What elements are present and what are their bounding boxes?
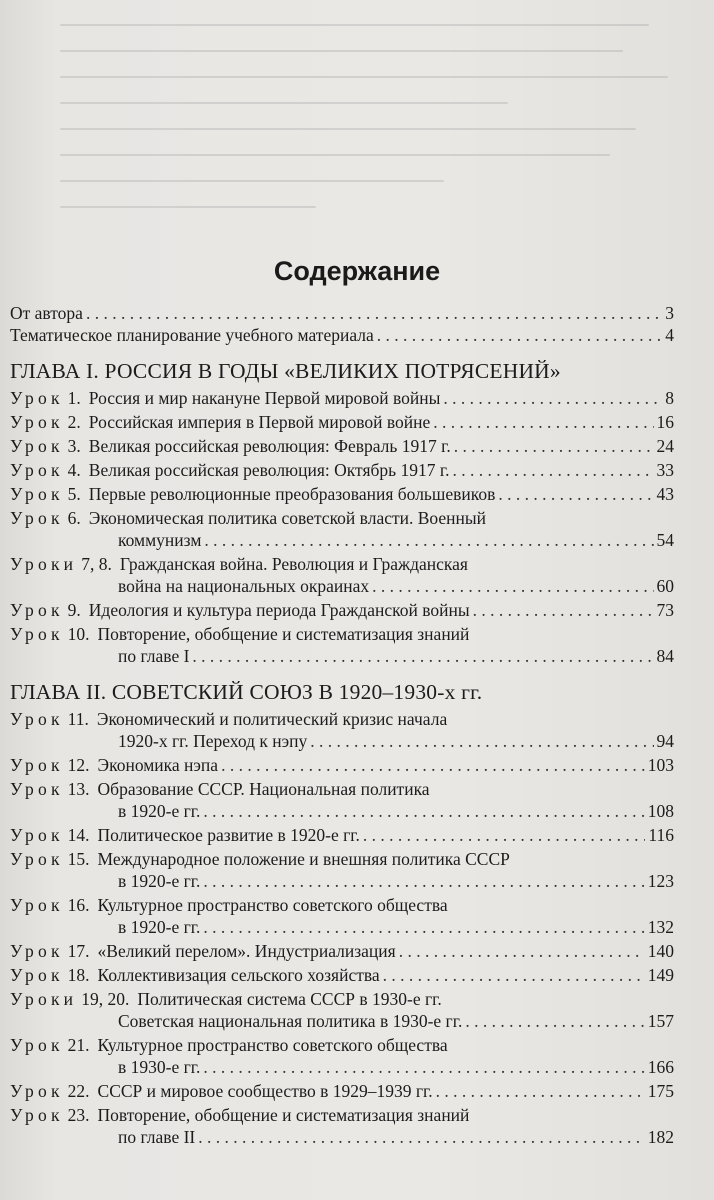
table-of-contents bbox=[10, 302, 674, 1150]
lesson-title: Культурное пространство советского общества bbox=[97, 1035, 448, 1055]
lesson-title: Экономика нэпа bbox=[97, 755, 219, 775]
lesson-title: Культурное пространство советского общества bbox=[97, 895, 448, 915]
front-matter-entry bbox=[10, 302, 674, 324]
lesson-number: 15. bbox=[67, 849, 90, 869]
dot-leader bbox=[203, 800, 644, 822]
page-title: Содержание bbox=[273, 256, 441, 286]
page-number: 116 bbox=[648, 825, 674, 845]
page-number: 94 bbox=[656, 731, 674, 751]
lesson-row bbox=[118, 575, 674, 597]
page-number: 123 bbox=[647, 871, 674, 891]
dot-leader bbox=[192, 645, 653, 667]
page-number: 132 bbox=[647, 917, 674, 937]
lesson-number: 18. bbox=[67, 965, 90, 985]
dot-leader bbox=[372, 575, 653, 597]
lesson-row bbox=[10, 964, 674, 986]
lesson-row bbox=[10, 940, 674, 962]
lesson-row bbox=[118, 645, 674, 667]
lesson-title: Образование СССР. Национальная политика bbox=[97, 779, 430, 799]
chapter-heading: ГЛАВА I. РОССИЯ В ГОДЫ «ВЕЛИКИХ ПОТРЯСЕНИЙ» bbox=[10, 359, 561, 383]
lesson-number: 11. bbox=[67, 709, 89, 729]
lesson-entry bbox=[10, 824, 674, 846]
lesson-continuation bbox=[10, 1126, 674, 1148]
lesson-prefix: Урок bbox=[10, 849, 64, 869]
lesson-continuation bbox=[10, 870, 674, 892]
lesson-prefix: Урок bbox=[10, 388, 64, 408]
lesson-prefix: Урок bbox=[10, 941, 64, 961]
lesson-prefix: Урок bbox=[10, 709, 64, 729]
lesson-prefix: Урок bbox=[10, 755, 64, 775]
lesson-prefix: Урок bbox=[10, 412, 64, 432]
dot-leader bbox=[498, 483, 653, 505]
lesson-number: 17. bbox=[67, 941, 90, 961]
lesson-entry bbox=[10, 754, 674, 776]
lesson-title: Великая российская революция: Октябрь 1917 г. bbox=[88, 460, 450, 480]
lesson-prefix: Уроки bbox=[10, 989, 78, 1009]
page-number: 140 bbox=[647, 941, 674, 961]
lesson-number: 12. bbox=[67, 755, 90, 775]
lesson-prefix: Урок bbox=[10, 508, 64, 528]
lesson-prefix: Урок bbox=[10, 825, 64, 845]
lesson-row bbox=[118, 1126, 674, 1148]
entry-title: 1920-х гг. Переход к нэпу bbox=[118, 731, 308, 751]
lesson-number: 19, 20. bbox=[81, 989, 130, 1009]
entry-title: От автора bbox=[10, 303, 83, 323]
lesson-first-line bbox=[10, 507, 674, 529]
dot-leader bbox=[465, 1010, 644, 1032]
lesson-number: 14. bbox=[67, 825, 90, 845]
lesson-number: 1. bbox=[67, 388, 81, 408]
lesson-prefix: Урок bbox=[10, 600, 64, 620]
lesson-number: 5. bbox=[67, 484, 81, 504]
entry-title: в 1930-е гг. bbox=[118, 1057, 201, 1077]
lesson-title: «Великий перелом». Индустриализация bbox=[97, 941, 396, 961]
entry-title: война на национальных окраинах bbox=[118, 576, 370, 596]
lesson-number: 22. bbox=[67, 1081, 90, 1101]
lesson-entry bbox=[10, 553, 674, 597]
lesson-prefix: Уроки bbox=[10, 554, 78, 574]
dot-leader bbox=[399, 940, 645, 962]
lesson-entry bbox=[10, 964, 674, 986]
lesson-prefix: Урок bbox=[10, 965, 64, 985]
dot-leader bbox=[473, 599, 654, 621]
lesson-prefix: Урок bbox=[10, 460, 64, 480]
page-number: 43 bbox=[656, 484, 674, 504]
entry-title: по главе I bbox=[118, 646, 190, 666]
lesson-row bbox=[118, 529, 674, 551]
page-number: 73 bbox=[656, 600, 674, 620]
chapter-heading: ГЛАВА II. СОВЕТСКИЙ СОЮЗ В 1920–1930-х гг. bbox=[10, 680, 483, 704]
page-number: 8 bbox=[665, 388, 674, 408]
lesson-title: Политическая система СССР в 1930-е гг. bbox=[137, 989, 442, 1009]
lesson-number: 21. bbox=[67, 1035, 90, 1055]
page-number: 166 bbox=[647, 1057, 674, 1077]
lesson-entry bbox=[10, 894, 674, 938]
dot-leader bbox=[86, 302, 662, 324]
lesson-row bbox=[10, 599, 674, 621]
lesson-row bbox=[118, 730, 674, 752]
lesson-continuation bbox=[10, 1010, 674, 1032]
dot-leader bbox=[377, 324, 662, 346]
lesson-number: 13. bbox=[67, 779, 90, 799]
lesson-prefix: Урок bbox=[10, 436, 64, 456]
lesson-first-line bbox=[10, 1034, 674, 1056]
lesson-entry bbox=[10, 1104, 674, 1148]
dot-leader bbox=[203, 870, 644, 892]
lesson-entry bbox=[10, 1080, 674, 1102]
dot-leader bbox=[198, 1126, 645, 1148]
lesson-entry bbox=[10, 599, 674, 621]
entry-title: в 1920-е гг. bbox=[118, 917, 201, 937]
lesson-title: Коллективизация сельского хозяйства bbox=[97, 965, 380, 985]
lesson-row bbox=[10, 1080, 674, 1102]
lesson-prefix: Урок bbox=[10, 779, 64, 799]
lesson-continuation bbox=[10, 529, 674, 551]
lesson-entry bbox=[10, 435, 674, 457]
page-number: 60 bbox=[656, 576, 674, 596]
lesson-number: 9. bbox=[67, 600, 81, 620]
lesson-title: Международное положение и внешняя политика СССР bbox=[97, 849, 510, 869]
lesson-prefix: Урок bbox=[10, 1081, 64, 1101]
lesson-entry bbox=[10, 778, 674, 822]
lesson-number: 7, 8. bbox=[81, 554, 112, 574]
lesson-number: 3. bbox=[67, 436, 81, 456]
lesson-continuation bbox=[10, 575, 674, 597]
lesson-first-line bbox=[10, 778, 674, 800]
entry-title: в 1920-е гг. bbox=[118, 801, 201, 821]
lesson-title: Россия и мир накануне Первой мировой войны bbox=[88, 388, 441, 408]
lesson-first-line bbox=[10, 623, 674, 645]
lesson-row bbox=[10, 483, 674, 505]
lesson-title: Первые революционные преобразования большевиков bbox=[88, 484, 496, 504]
lesson-entry bbox=[10, 708, 674, 752]
lesson-entry bbox=[10, 1034, 674, 1078]
lesson-row bbox=[10, 435, 674, 457]
entry-title: по главе II bbox=[118, 1127, 196, 1147]
entry-title: Советская национальная политика в 1930-е гг. bbox=[118, 1011, 463, 1031]
page-number: 175 bbox=[647, 1081, 674, 1101]
lesson-row bbox=[10, 459, 674, 481]
lesson-number: 10. bbox=[67, 624, 90, 644]
lesson-row bbox=[118, 1056, 674, 1078]
page-number: 16 bbox=[656, 412, 674, 432]
lesson-continuation bbox=[10, 800, 674, 822]
lesson-title: Повторение, обобщение и систематизация знаний bbox=[97, 624, 470, 644]
lesson-number: 2. bbox=[67, 412, 81, 432]
lesson-row bbox=[10, 411, 674, 433]
lesson-first-line bbox=[10, 894, 674, 916]
lesson-continuation bbox=[10, 645, 674, 667]
page-number: 33 bbox=[656, 460, 674, 480]
lesson-title: Идеология и культура периода Гражданской войны bbox=[88, 600, 470, 620]
lesson-row bbox=[118, 1010, 674, 1032]
lesson-prefix: Урок bbox=[10, 624, 64, 644]
lesson-entry bbox=[10, 507, 674, 551]
lesson-title: Экономическая политика советской власти. Военный bbox=[88, 508, 486, 528]
lesson-number: 4. bbox=[67, 460, 81, 480]
lesson-prefix: Урок bbox=[10, 1105, 64, 1125]
lesson-entry bbox=[10, 848, 674, 892]
lesson-first-line bbox=[10, 848, 674, 870]
entry-title: в 1920-е гг. bbox=[118, 871, 201, 891]
page-number: 84 bbox=[656, 646, 674, 666]
lesson-number: 6. bbox=[67, 508, 81, 528]
lesson-row bbox=[118, 870, 674, 892]
dot-leader bbox=[203, 1056, 644, 1078]
dot-leader bbox=[433, 411, 653, 433]
page-number: 3 bbox=[665, 303, 674, 323]
dot-leader bbox=[310, 730, 653, 752]
lesson-prefix: Урок bbox=[10, 895, 64, 915]
lesson-prefix: Урок bbox=[10, 484, 64, 504]
lesson-first-line bbox=[10, 708, 674, 730]
page-number: 108 bbox=[647, 801, 674, 821]
lesson-first-line bbox=[10, 553, 674, 575]
lesson-title: СССР и мировое сообщество в 1929–1939 гг. bbox=[97, 1081, 433, 1101]
lesson-row bbox=[118, 800, 674, 822]
dot-leader bbox=[453, 459, 654, 481]
dot-leader bbox=[204, 529, 653, 551]
dot-leader bbox=[383, 964, 645, 986]
lesson-entry bbox=[10, 623, 674, 667]
page-number: 54 bbox=[656, 530, 674, 550]
lesson-title: Гражданская война. Революция и Гражданская bbox=[119, 554, 468, 574]
lesson-row bbox=[118, 916, 674, 938]
lesson-entry bbox=[10, 459, 674, 481]
lesson-continuation bbox=[10, 1056, 674, 1078]
lesson-row bbox=[10, 824, 674, 846]
show-through-text bbox=[60, 0, 700, 260]
lesson-continuation bbox=[10, 916, 674, 938]
lesson-entry bbox=[10, 387, 674, 409]
entry-title: коммунизм bbox=[118, 530, 202, 550]
lesson-entry bbox=[10, 988, 674, 1032]
page-number: 182 bbox=[647, 1127, 674, 1147]
dot-leader bbox=[363, 824, 646, 846]
lesson-title: Российская империя в Первой мировой войне bbox=[88, 412, 431, 432]
lesson-first-line bbox=[10, 988, 674, 1010]
lesson-row bbox=[10, 387, 674, 409]
lesson-entry bbox=[10, 411, 674, 433]
lesson-continuation bbox=[10, 730, 674, 752]
dot-leader bbox=[436, 1080, 645, 1102]
page-number: 4 bbox=[665, 325, 674, 345]
lesson-title: Экономический и политический кризис начала bbox=[96, 709, 448, 729]
lesson-prefix: Урок bbox=[10, 1035, 64, 1055]
dot-leader bbox=[203, 916, 644, 938]
lesson-entry bbox=[10, 940, 674, 962]
lesson-title: Великая российская революция: Февраль 1917 г. bbox=[88, 436, 451, 456]
lesson-row bbox=[10, 754, 674, 776]
page-number: 24 bbox=[656, 436, 674, 456]
dot-leader bbox=[221, 754, 645, 776]
page-number: 103 bbox=[647, 755, 674, 775]
entry-title: Тематическое планирование учебного материала bbox=[10, 325, 374, 345]
dot-leader bbox=[443, 387, 662, 409]
lesson-number: 16. bbox=[67, 895, 90, 915]
lesson-title: Повторение, обобщение и систематизация знаний bbox=[97, 1105, 470, 1125]
page-number: 157 bbox=[647, 1011, 674, 1031]
dot-leader bbox=[454, 435, 654, 457]
lesson-first-line bbox=[10, 1104, 674, 1126]
lesson-number: 23. bbox=[67, 1105, 90, 1125]
front-matter-entry bbox=[10, 324, 674, 346]
page-number: 149 bbox=[647, 965, 674, 985]
lesson-title: Политическое развитие в 1920-е гг. bbox=[97, 825, 360, 845]
lesson-entry bbox=[10, 483, 674, 505]
